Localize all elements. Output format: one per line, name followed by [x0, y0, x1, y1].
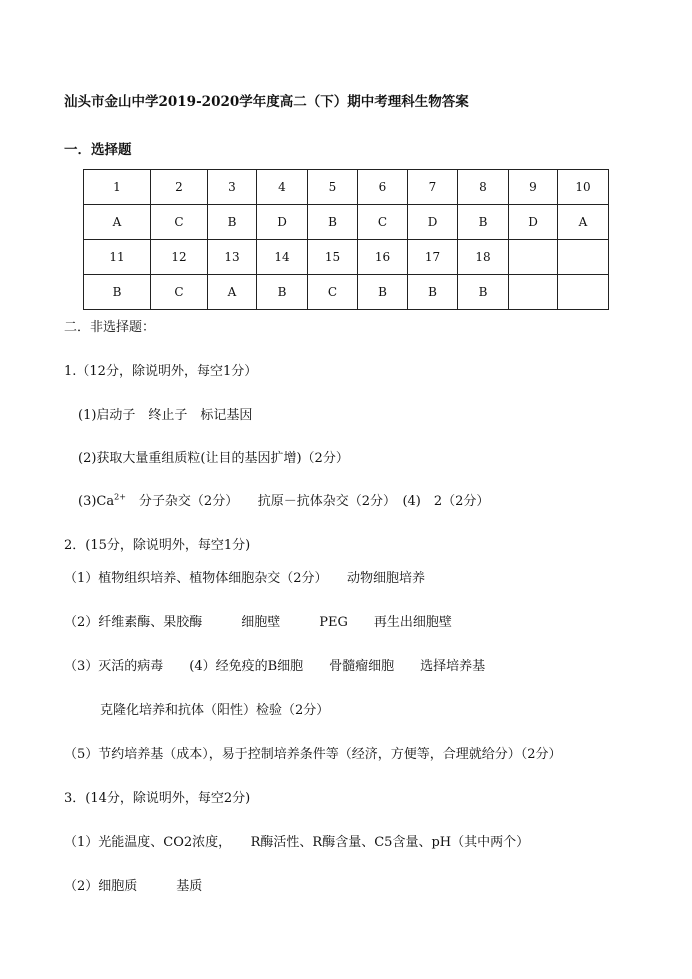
- q3-answer-2: （2）细胞质 基质: [64, 879, 203, 894]
- answer-table-cell: B: [84, 275, 151, 310]
- q1-answer-2: (2)获取大量重组质粒(让目的基因扩增)（2分）: [78, 451, 349, 466]
- answer-table-cell: [509, 275, 558, 310]
- q2-answer-4: 克隆化培养和抗体（阳性）检验（2分）: [100, 703, 330, 718]
- answer-table-cell: 18: [458, 240, 509, 275]
- answer-table-cell: C: [358, 205, 408, 240]
- answer-table-cell: 13: [208, 240, 257, 275]
- answer-table-cell: 2: [151, 170, 208, 205]
- answer-table-cell: 15: [308, 240, 358, 275]
- answer-table-cell: A: [84, 205, 151, 240]
- answer-table-cell: 3: [208, 170, 257, 205]
- q3-answer-1: （1）光能温度、CO2浓度， R酶活性、R酶含量、C5含量、pH（其中两个）: [64, 835, 530, 850]
- answer-table-cell: C: [308, 275, 358, 310]
- answer-table-cell: D: [257, 205, 308, 240]
- q1-answer-3-superscript: 2+: [114, 492, 126, 502]
- answer-table-cell: 5: [308, 170, 358, 205]
- q1-answer-3-prefix: (3)Ca: [78, 494, 115, 509]
- answer-table-cell: 14: [257, 240, 308, 275]
- answer-table-cell: 9: [509, 170, 558, 205]
- answer-table-cell: 12: [151, 240, 208, 275]
- q2-header: 2．(15分，除说明外，每空1分): [64, 538, 251, 553]
- answer-table-cell: 16: [358, 240, 408, 275]
- answer-table-cell: B: [408, 275, 458, 310]
- section-heading-nonchoice: 二．非选择题：: [64, 320, 156, 335]
- answer-table-cell: 17: [408, 240, 458, 275]
- answer-table-cell: 10: [558, 170, 609, 205]
- answer-table-row: [84, 170, 609, 205]
- q1-answer-3-rest: 分子杂交（2分） 抗原－抗体杂交（2分） (4) 2（2分）: [125, 494, 490, 509]
- q2-answer-3: （3）灭活的病毒 (4）经免疫的B细胞 骨髓瘤细胞 选择培养基: [64, 659, 486, 674]
- answer-table-cell: D: [509, 205, 558, 240]
- answer-table-cell: C: [151, 205, 208, 240]
- answer-table-cell: 11: [84, 240, 151, 275]
- answer-table-cell: [558, 275, 609, 310]
- answer-table-cell: C: [151, 275, 208, 310]
- q2-answer-2: （2）纤维素酶、果胶酶 细胞壁 PEG 再生出细胞壁: [64, 615, 452, 630]
- document-title: 汕头市金山中学2019-2020学年度高二（下）期中考理科生物答案: [64, 94, 469, 110]
- answer-table-cell: D: [408, 205, 458, 240]
- answer-table-cell: 6: [358, 170, 408, 205]
- answer-table: [83, 169, 609, 310]
- answer-table-cell: B: [257, 275, 308, 310]
- q1-answer-3: [78, 490, 489, 509]
- answer-table-cell: [509, 240, 558, 275]
- section-heading-choice: 一．选择题: [64, 142, 132, 158]
- q3-header: 3．(14分，除说明外，每空2分): [64, 791, 251, 806]
- q1-answer-1: (1)启动子 终止子 标记基因: [78, 408, 253, 423]
- answer-table-row: [84, 275, 609, 310]
- q2-answer-5: （5）节约培养基（成本），易于控制培养条件等（经济，方便等，合理就给分）（2分）: [64, 747, 562, 762]
- answer-table-cell: A: [208, 275, 257, 310]
- answer-table-cell: B: [458, 275, 509, 310]
- q1-header: 1.（12分，除说明外，每空1分）: [64, 364, 258, 379]
- answer-table-cell: [558, 240, 609, 275]
- answer-table-cell: 4: [257, 170, 308, 205]
- answer-table-row: [84, 205, 609, 240]
- answer-table-cell: B: [358, 275, 408, 310]
- q2-answer-1: （1）植物组织培养、植物体细胞杂交（2分） 动物细胞培养: [64, 571, 426, 586]
- answer-table-cell: 7: [408, 170, 458, 205]
- answer-table-cell: B: [308, 205, 358, 240]
- answer-table-cell: B: [458, 205, 509, 240]
- answer-table-cell: 8: [458, 170, 509, 205]
- answer-table-cell: B: [208, 205, 257, 240]
- answer-table-row: [84, 240, 609, 275]
- answer-table-cell: A: [558, 205, 609, 240]
- answer-table-cell: 1: [84, 170, 151, 205]
